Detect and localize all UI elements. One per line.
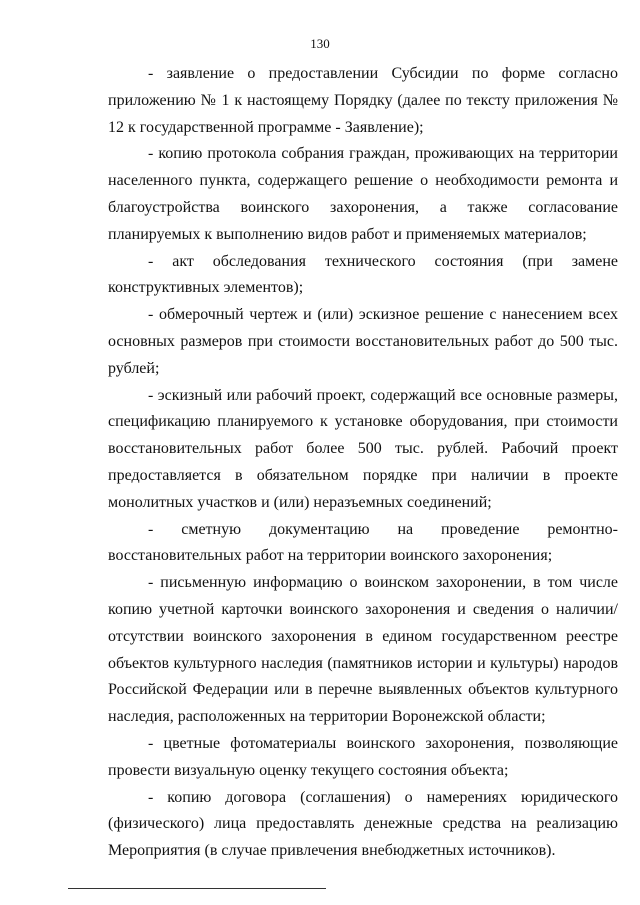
paragraph-agreement-copy: - копию договора (соглашения) о намерениях юридического (физического) лица предоставлять денежные средства на реализацию Мероприятия (в случае привлечения внебюджетных источников). xyxy=(108,788,618,860)
paragraph-color-photos: - цветные фотоматериалы воинского захоронения, позволяющие провести визуальную оценку текущего состояния объекта; xyxy=(108,734,618,779)
paragraph-meeting-protocol: - копию протокола собрания граждан, проживающих на территории населенного пункта, содержащего решение о необходимости ремонта и благоустройства воинского захоронения, а также согласование планируемых к выполнению видов работ и применяемых материалов; xyxy=(108,145,618,243)
paragraph-application-form: - заявление о предоставлении Субсидии по форме согласно приложению № 1 к настоящему Порядку (далее по тексту приложения № 12 к государственной программе - Заявление); xyxy=(108,65,618,136)
footnote-divider xyxy=(68,888,326,889)
paragraph-inspection-act: - акт обследования технического состояния (при замене конструктивных элементов); xyxy=(108,252,618,297)
paragraph-sketch-project: - эскизный или рабочий проект, содержащий все основные размеры, спецификацию планируемого к установке оборудования, при стоимости восстановительных работ более 500 тыс. рублей. Рабочий проект предоставляется в обязательном порядке при наличии в проекте монолитных участков и (или) неразъемных соединений; xyxy=(108,386,618,511)
paragraph-burial-information: - письменную информацию о воинском захоронении, в том числе копию учетной карточки воинского захоронения и сведения о наличии/отсутствии воинского захоронения в едином государственном реестре объектов культурного наследия (памятников истории и культуры) народов Российской Федерации или в перечне выявленных объектов культурного наследия, расположенных на территории Воронежской области; xyxy=(108,574,618,726)
paragraph-estimate-docs: - сметную документацию на проведение ремонтно-восстановительных работ на территории воинского захоронения; xyxy=(108,520,618,565)
page-number: 130 xyxy=(310,36,330,51)
document-body xyxy=(108,61,618,865)
paragraph-measurement-drawing: - обмерочный чертеж и (или) эскизное решение с нанесением всех основных размеров при стоимости восстановительных работ до 500 тыс. рублей; xyxy=(108,306,618,377)
